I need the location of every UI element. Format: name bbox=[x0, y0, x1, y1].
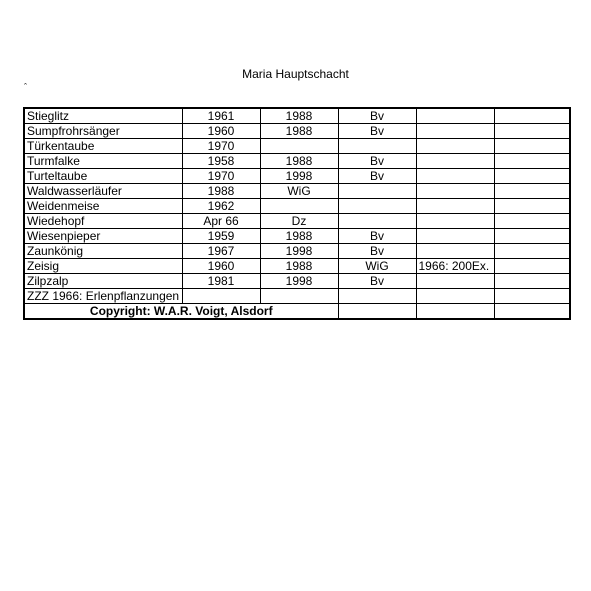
table-cell bbox=[494, 124, 570, 139]
table-cell bbox=[494, 304, 570, 320]
table-cell bbox=[494, 108, 570, 124]
table-cell: 1966: 200Ex. bbox=[416, 259, 494, 274]
table-cell: 1961 bbox=[182, 108, 260, 124]
table-cell bbox=[260, 199, 338, 214]
table-cell: Dz bbox=[260, 214, 338, 229]
table-cell bbox=[494, 169, 570, 184]
table-cell: 1962 bbox=[182, 199, 260, 214]
species-cell: Zilpzalp bbox=[24, 274, 182, 289]
table-cell: 1998 bbox=[260, 274, 338, 289]
table-row bbox=[24, 214, 570, 229]
table-cell: 1988 bbox=[260, 229, 338, 244]
table-cell bbox=[494, 229, 570, 244]
table-row bbox=[24, 139, 570, 154]
table-cell bbox=[338, 214, 416, 229]
table-cell bbox=[494, 244, 570, 259]
table-cell bbox=[416, 124, 494, 139]
table-row bbox=[24, 199, 570, 214]
table-cell: 1988 bbox=[260, 259, 338, 274]
table-cell bbox=[494, 184, 570, 199]
table-cell bbox=[416, 199, 494, 214]
copyright-text: Copyright: W.A.R. Voigt, Alsdorf bbox=[24, 304, 338, 320]
table-cell bbox=[494, 154, 570, 169]
table-cell bbox=[260, 289, 338, 304]
table-cell: 1960 bbox=[182, 124, 260, 139]
table-cell bbox=[416, 289, 494, 304]
table-row bbox=[24, 229, 570, 244]
species-cell: Zeisig bbox=[24, 259, 182, 274]
species-cell: Stieglitz bbox=[24, 108, 182, 124]
table-cell: 1998 bbox=[260, 169, 338, 184]
table-cell bbox=[416, 244, 494, 259]
table-row bbox=[24, 184, 570, 199]
table-cell: 1970 bbox=[182, 139, 260, 154]
table-cell: Bv bbox=[338, 154, 416, 169]
table-cell: 1959 bbox=[182, 229, 260, 244]
table-row bbox=[24, 124, 570, 139]
species-cell: Türkentaube bbox=[24, 139, 182, 154]
table-cell bbox=[494, 259, 570, 274]
table-row bbox=[24, 259, 570, 274]
table-row bbox=[24, 289, 570, 304]
table-cell: Bv bbox=[338, 274, 416, 289]
table-row bbox=[24, 154, 570, 169]
species-cell: Turmfalke bbox=[24, 154, 182, 169]
table-cell: Bv bbox=[338, 244, 416, 259]
table-cell bbox=[494, 289, 570, 304]
table-cell bbox=[494, 214, 570, 229]
table-cell: 1960 bbox=[182, 259, 260, 274]
table-cell: Bv bbox=[338, 229, 416, 244]
species-cell: Zaunkönig bbox=[24, 244, 182, 259]
table-cell: 1981 bbox=[182, 274, 260, 289]
table-cell bbox=[416, 139, 494, 154]
table-cell: 1988 bbox=[260, 124, 338, 139]
table-cell bbox=[416, 184, 494, 199]
table-body bbox=[24, 108, 570, 319]
table-cell bbox=[494, 139, 570, 154]
table-cell bbox=[416, 154, 494, 169]
table-cell bbox=[494, 199, 570, 214]
bird-table bbox=[23, 107, 571, 320]
table-cell bbox=[338, 199, 416, 214]
table-cell bbox=[416, 304, 494, 320]
copyright-row bbox=[24, 304, 570, 320]
table-row bbox=[24, 244, 570, 259]
table-cell: 1958 bbox=[182, 154, 260, 169]
species-cell: Wiedehopf bbox=[24, 214, 182, 229]
species-cell: Weidenmeise bbox=[24, 199, 182, 214]
species-cell: ZZZ 1966: Erlenpflanzungen bbox=[24, 289, 182, 304]
table-row bbox=[24, 108, 570, 124]
page-title: Maria Hauptschacht bbox=[242, 67, 349, 81]
table-cell: 1988 bbox=[260, 108, 338, 124]
species-cell: Waldwasserläufer bbox=[24, 184, 182, 199]
table-cell bbox=[416, 214, 494, 229]
table-cell bbox=[416, 229, 494, 244]
table-cell bbox=[416, 274, 494, 289]
table-cell: 1988 bbox=[260, 154, 338, 169]
table-row bbox=[24, 169, 570, 184]
table-cell bbox=[260, 139, 338, 154]
table-cell bbox=[338, 184, 416, 199]
table-cell bbox=[338, 304, 416, 320]
table-cell: 1970 bbox=[182, 169, 260, 184]
table-cell: Bv bbox=[338, 108, 416, 124]
table-cell: 1988 bbox=[182, 184, 260, 199]
table-cell bbox=[338, 289, 416, 304]
table-cell: Bv bbox=[338, 169, 416, 184]
table-cell bbox=[338, 139, 416, 154]
species-cell: Turteltaube bbox=[24, 169, 182, 184]
table-cell: WiG bbox=[338, 259, 416, 274]
table-cell bbox=[416, 169, 494, 184]
species-cell: Wiesenpieper bbox=[24, 229, 182, 244]
table-cell: 1967 bbox=[182, 244, 260, 259]
tick-mark: ˆ bbox=[24, 82, 27, 92]
table-cell: Bv bbox=[338, 124, 416, 139]
table-cell bbox=[416, 108, 494, 124]
table-cell bbox=[494, 274, 570, 289]
table-cell bbox=[182, 289, 260, 304]
table-cell: WiG bbox=[260, 184, 338, 199]
table-row bbox=[24, 274, 570, 289]
species-cell: Sumpfrohrsänger bbox=[24, 124, 182, 139]
table-cell: Apr 66 bbox=[182, 214, 260, 229]
table-cell: 1998 bbox=[260, 244, 338, 259]
